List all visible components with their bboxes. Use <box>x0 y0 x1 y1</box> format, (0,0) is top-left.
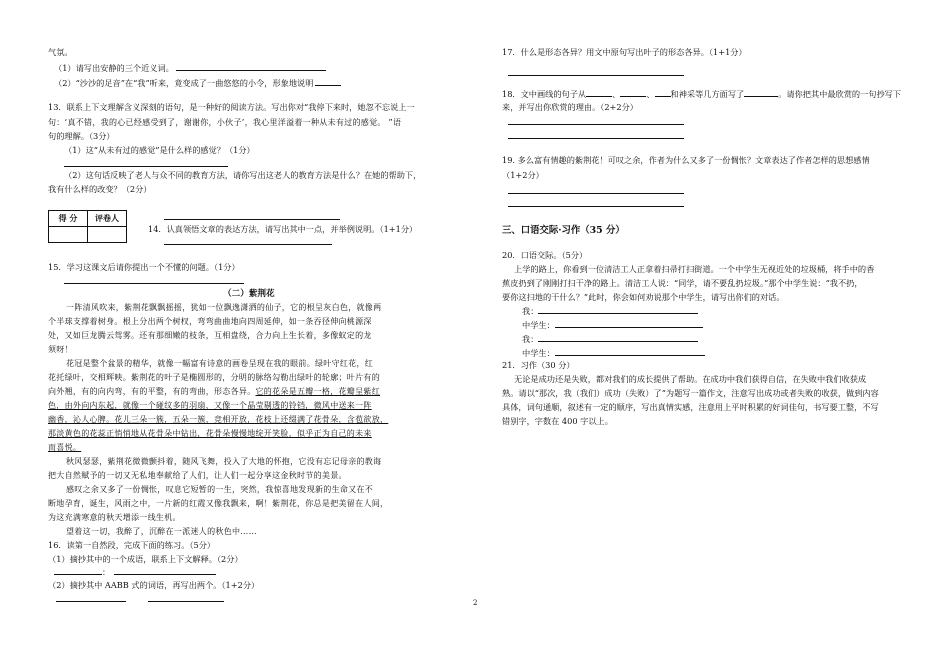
underlined-sentence: 幽香，沁人心脾。花儿三朵一簇，五朵一簇，竞相开放，花枝上还缀满了花骨朵，含苞欲放， <box>48 415 389 424</box>
passage-line: 须呀！ <box>48 345 73 354</box>
dialogue-line-student: 中学生： <box>522 347 705 360</box>
question-15: 15．学习这课文后请你提出一个不懂的问题。（1分） <box>48 262 240 272</box>
page-number: 2 <box>473 599 478 607</box>
question-20-text: 上学的路上，你看到一位清洁工人正拿着扫帚打扫街道。一个中学生无视近处的垃圾桶，将手中的香 <box>514 264 875 274</box>
question-13: 13．联系上下文理解含义深刻的语句，是一种好的阅读方法。写出你对“我停下来时，她忽不忘说上一 <box>48 102 415 112</box>
question-20-text: 要你这扫地的干什么？”此时，你会如何劝说那个中学生，请写出你们的对话。 <box>502 292 785 302</box>
question-18: 18．文中画线的句子从 、 、 和神采等几方面写了 。请你把其中最欣赏的一句抄写下 <box>502 89 902 99</box>
answer-blank[interactable] <box>586 88 612 97</box>
question-20: 20．口语交际。（5分） <box>502 250 588 260</box>
question-16-2: （2）摘抄其中 AABB 式的词语，再写出两个。（1+2分） <box>48 580 260 590</box>
answer-blank[interactable] <box>538 333 698 342</box>
answer-blank[interactable] <box>555 319 703 328</box>
answer-blank[interactable] <box>620 88 646 97</box>
dialogue-line-me: 我： <box>522 305 698 318</box>
answer-blank[interactable] <box>114 566 216 575</box>
text-line: 气氛。 <box>48 47 73 57</box>
answer-line[interactable] <box>508 138 684 139</box>
passage-paragraph-3: 秋风瑟瑟，紫荆花微微颤抖着，随风飞舞，投入了大地的怀抱，它没有忘记母亲的教诲 <box>66 457 382 466</box>
answer-line[interactable] <box>56 601 126 602</box>
question-16-1-answer: ： <box>54 566 216 579</box>
answer-blank[interactable] <box>744 88 778 97</box>
passage-line: 为这充满寒意的秋天增添一线生机。 <box>48 513 181 522</box>
underlined-sentence: 那淡黄色的花蕊正悄悄地从花骨朵中钻出，花骨朵慢慢地绽开笑脸，似乎正为自己的未来 <box>48 429 372 438</box>
passage-paragraph-5: 望着这一切，我醉了，沉醉在一派迷人的秋色中…… <box>66 527 257 536</box>
question-21-text: 无论是成功还是失败，都对我们的成长提供了帮助。在成功中我们获得自信，在失败中我们收获成 <box>514 374 867 384</box>
passage-title: （二）紫荆花 <box>223 289 275 299</box>
passage-line: 把大自然赋予的一切又无私地奉献给了人们，让人们一起分享这金秋时节的美景。 <box>48 471 347 480</box>
passage-line: 个半球支撑着树身。根上分出两个树杈，弯弯曲曲地向四周延伸，如一条吞径伸向桃源深 <box>48 317 372 326</box>
answer-blank[interactable] <box>315 77 341 86</box>
answer-line[interactable] <box>508 193 684 194</box>
passage-line: 处，又如巨龙腾云驾雾。还有那细嫩的枝条，互相盘绕，合力向上生长着，多像蚁定的龙 <box>48 331 372 340</box>
dialogue-line-me: 我： <box>522 333 698 346</box>
dialogue-line-student: 中学生： <box>522 319 703 332</box>
passage-paragraph-2: 花冠是整个盆景的精华，就像一幅富有诗意的画卷呈现在我的眼前。绿叶守红花，红 <box>66 359 374 368</box>
answer-line[interactable] <box>148 601 224 602</box>
question-21-text: 熟。请以“那次，我（我们）成功（失败）了”为题写一篇作文，注意写出成功或者失败的收获，做到内容 <box>502 388 879 398</box>
answer-blank[interactable] <box>538 305 698 314</box>
answer-line[interactable] <box>64 166 228 167</box>
question-14: 14．认真领悟文章的表达方法，请写出其中一点，并举例说明。（1+1分） <box>148 224 418 234</box>
question-13-tail: 句的理解。（3分） <box>48 131 115 141</box>
passage-line: 断地孕育，诞生，风雨之中，一片新的红霞又像我飘来，啊！紫荆花，你总是把美留在人间， <box>48 499 389 508</box>
question-13-1: （1）这“从未有过的感觉”是什么样的感觉？（1分） <box>64 145 255 155</box>
question-12-1: （1）请写出安静的三个近义词。 <box>54 62 326 75</box>
answer-line[interactable] <box>508 75 684 76</box>
passage-paragraph-1: 一阵清风吹来，紫荆花飘飘摇摇，犹如一位飘逸潇洒的仙子，它的根呈灰白色，就像两 <box>66 303 382 312</box>
underlined-sentence: 色，由外向内东起，就像一个碰纹多的羽扇，又像一个晶莹剔透的铃铛，微风中送来一阵 <box>48 401 372 410</box>
question-21: 21．习作（30 分） <box>502 360 575 370</box>
answer-blank[interactable] <box>54 566 102 575</box>
question-21-text: 具体，词句通顺，叙述有一定的顺序，写出真情实感，注意用上平时积累的好词佳句，书写要工整，不写 <box>502 402 879 412</box>
passage-line: 花托绿叶，交相辉映。紫荆花的叶子是椭圆形的，分明的脉络勾勒出绿叶的轮廓；叶片有的 <box>48 373 380 382</box>
underlined-sentence: 它的花朵是五瓣一格，花瓣呈紫红 <box>255 387 380 396</box>
answer-line[interactable] <box>508 206 684 207</box>
question-13-quote: 句：‘真不错，我的心已经感受到了，谢谢你，小伙子’，我心里洋溢着一种从未有过的感觉。 ”语 <box>48 118 402 127</box>
score-cell[interactable] <box>49 227 88 243</box>
grader-header: 评卷人 <box>88 211 127 227</box>
answer-line[interactable] <box>64 283 244 284</box>
question-16-1: （1）摘抄其中的一个成语，联系上下文解释。（2分） <box>48 554 243 564</box>
question-21-text: 错别字，字数在 400 字以上。 <box>502 416 613 426</box>
underlined-sentence: 而喜悦。 <box>48 443 82 452</box>
section-heading: 三、口语交际·习作（35 分） <box>502 225 625 236</box>
question-20-text: 蕉皮扔到了刚刚打扫干净的路上。清洁工人说：“同学，请不要乱扔垃圾。”那个中学生说：“我不扔， <box>502 278 863 288</box>
question-13-2-tail: 我有什么样的改变？（2分） <box>48 184 152 194</box>
question-19: 19. 多么富有情趣的紫荆花！可叹之余，作者为什么又多了一份惆怅？文章表达了作者怎样的思想感情 <box>502 155 870 165</box>
question-18-tail: 来，并写出你欣赏的理由。（2+2分） <box>502 102 638 112</box>
answer-blank[interactable] <box>176 62 326 71</box>
score-header: 得 分 <box>49 211 88 227</box>
score-table <box>48 210 127 243</box>
answer-line[interactable] <box>164 244 332 245</box>
question-19-tail: （1+2分） <box>502 170 544 180</box>
question-17: 17．什么是形态各异？用文中原句写出叶子的形态各异。（1+1分） <box>502 47 747 57</box>
answer-blank[interactable] <box>555 347 705 356</box>
passage-paragraph-4: 感叹之余又多了一份惆怅，叹息它短暂的一生，突然，我惊喜地发现新的生命又在不 <box>66 485 374 494</box>
question-13-2: （2）这句话反映了老人与众不同的教育方法，请你写出这老人的教育方法是什么？在她的帮助下， <box>64 170 422 180</box>
answer-blank[interactable] <box>655 88 671 97</box>
question-12-2: （2）“沙沙的足音”在“我”听来，竟变成了一曲悠悠的小令，形象地说明 <box>54 77 341 90</box>
answer-line[interactable] <box>508 124 684 125</box>
passage-line: 向外翘，有的向内弯，有的平整，有的弯曲，形态各异。它的花朵是五瓣一格，花瓣呈紫红 <box>48 387 380 396</box>
grader-cell[interactable] <box>88 227 127 243</box>
question-16: 16．读第一自然段，完成下面的练习。（5分） <box>48 540 216 550</box>
answer-line[interactable] <box>164 219 340 220</box>
